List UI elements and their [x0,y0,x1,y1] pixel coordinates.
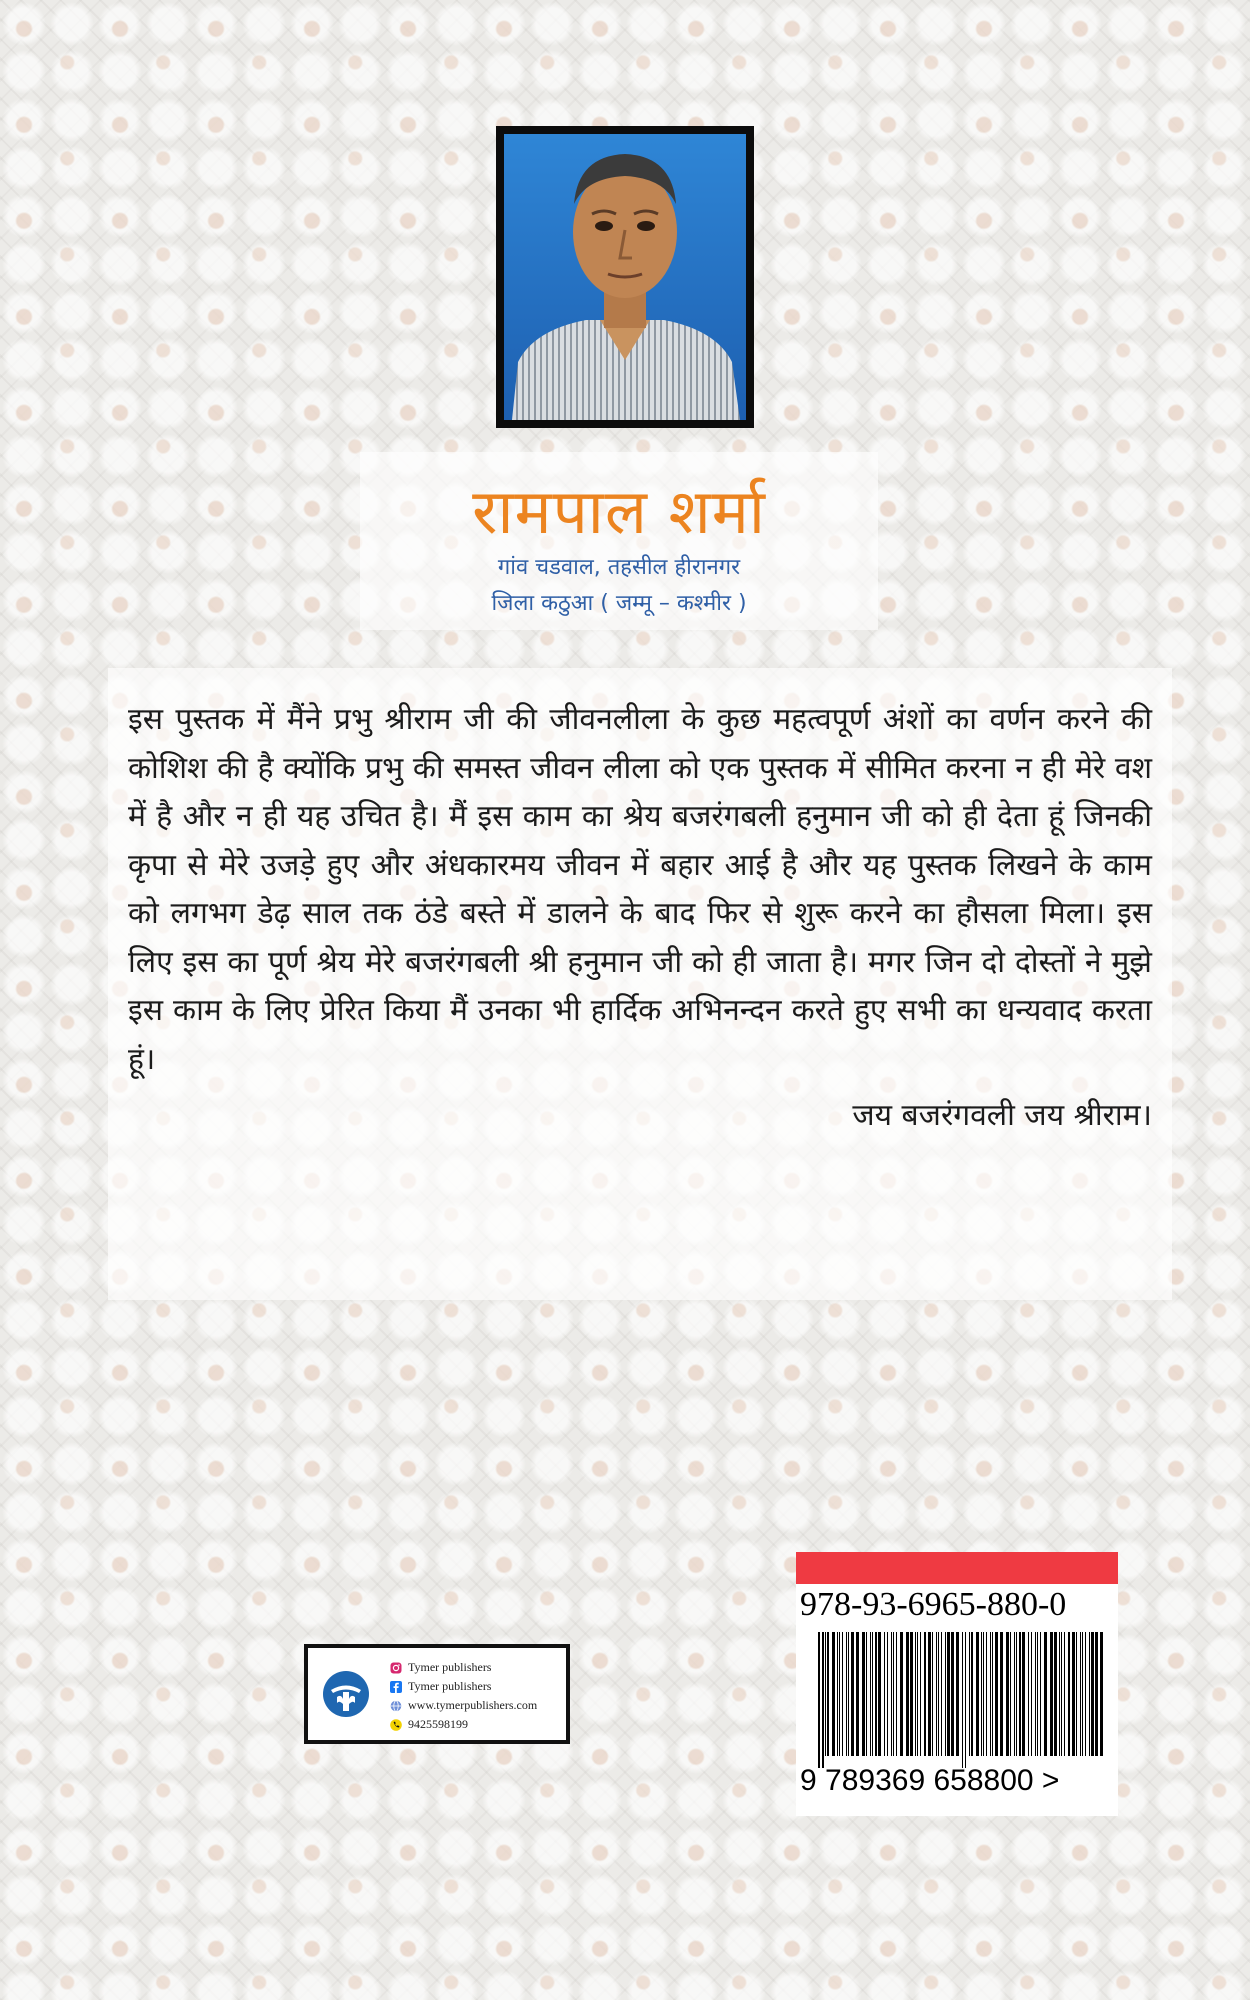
publisher-instagram [390,1658,537,1677]
isbn-barcode-icon [818,1632,1110,1768]
author-name: रामपाल शर्मा [472,475,766,548]
blurb-text: इस पुस्तक में मैंने प्रभु श्रीराम जी की जीवनलीला के कुछ महत्वपूर्ण अंशों का वर्णन करने की कोशिश की है क्योंकि प्रभु की समस्त जीवन लीला को एक पुस्तक में सीमित करना न ही मेरे वश में है और न ही यह उचित है। मैं इस काम का श्रेय बजरंगबली हनुमान जी को ही देता हूं जिनकी कृपा से मेरे उजड़े हुए और अंधकारमय जीवन में बहार आई है और यह पुस्तक लिखने के काम को लगभग डेढ़ साल तक ठंडे बस्ते में डालने के बाद फिर से शुरू करने का हौसला मिला। इस लिए इस का पूर्ण श्रेय मेरे बजरंगबली श्री हनुमान जी को ही जाता है। मगर जिन दो दोस्तों ने मुझे इस काम के लिए प्रेरित किया मैं उनका भी हार्दिक अभिनन्दन करते हुए सभी का धन्यवाद करता हूं। [128,702,1152,1077]
isbn-number: 978-93-6965-880-0 [800,1586,1067,1623]
author-address-line1: गांव चडवाल, तहसील हीरानगर [497,555,741,580]
barcode-digits: 9 789369 658800 > [800,1764,1060,1797]
publisher-website[interactable] [390,1696,537,1715]
author-photo [496,126,754,428]
publisher-info-box [304,1644,570,1744]
author-address-line2: जिला कठुआ ( जम्मू – कश्मीर ) [491,591,747,616]
globe-icon [390,1700,402,1712]
isbn-barcode-box [796,1552,1118,1816]
phone-icon [390,1719,402,1731]
publisher-website-text: www.tymerpublishers.com [408,1698,538,1712]
author-portrait-image [504,134,746,420]
facebook-icon [390,1681,402,1693]
publisher-instagram-text: Tymer publishers [408,1660,492,1674]
author-info-box [360,452,878,630]
publisher-phone [390,1715,537,1734]
publisher-logo-icon [322,1670,370,1718]
instagram-icon [390,1662,402,1674]
blurb-closing: जय बजरंगवली जय श्रीराम। [852,1098,1152,1133]
blurb-box [108,668,1172,1300]
publisher-facebook [390,1677,537,1696]
isbn-red-bar [796,1552,1118,1584]
publisher-facebook-text: Tymer publishers [408,1679,492,1693]
publisher-phone-text: 9425598199 [408,1717,468,1731]
